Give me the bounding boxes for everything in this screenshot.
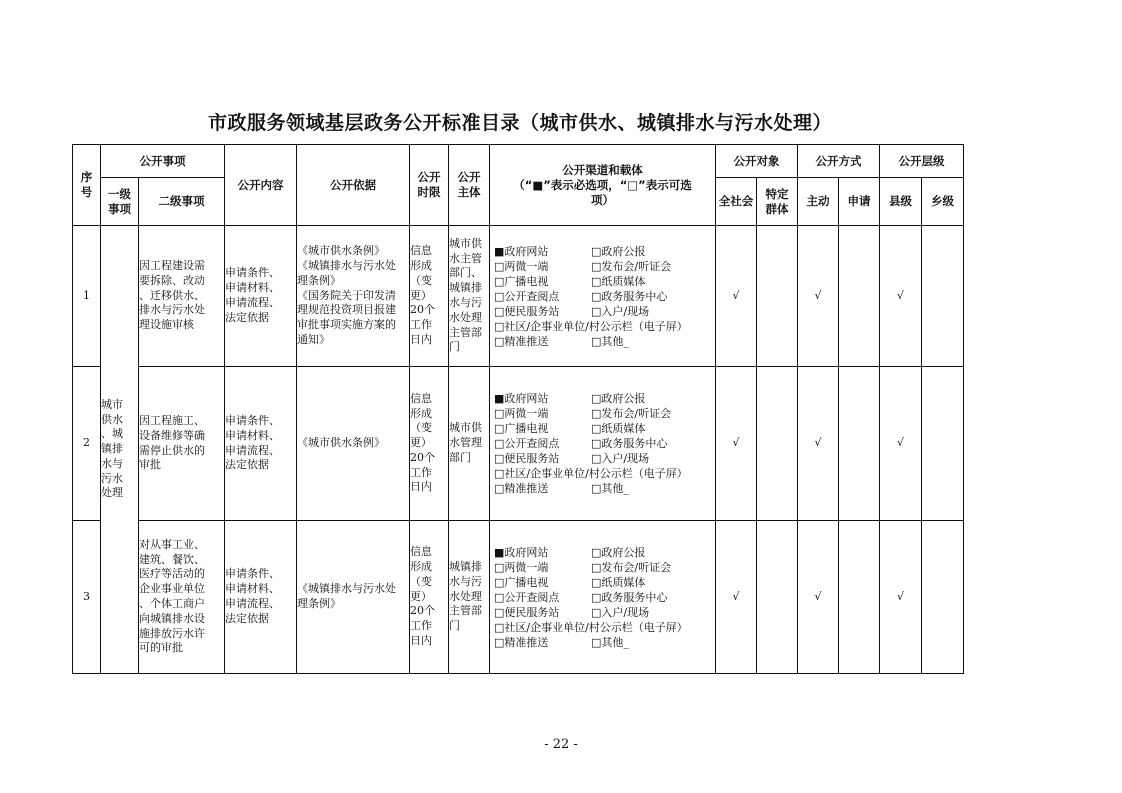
check-county: √ xyxy=(880,226,922,367)
check-apply xyxy=(839,367,880,521)
header-level-county: 县级 xyxy=(880,178,922,226)
check-township xyxy=(922,367,964,521)
channel-option: □社区/企事业单位/村公示栏（电子屏） xyxy=(494,319,688,333)
channel-option: □便民服务站 xyxy=(494,452,560,465)
channel-option: □其他_ xyxy=(591,482,629,495)
check-all-society: √ xyxy=(716,367,757,521)
catalog-table xyxy=(72,144,964,674)
channel-option: □发布会/听证会 xyxy=(591,560,672,574)
channel-option: ■政府网站 xyxy=(494,244,549,258)
header-method-apply: 申请 xyxy=(839,178,880,226)
channel-option: □社区/企事业单位/村公示栏（电子屏） xyxy=(494,467,688,480)
row-channels xyxy=(490,367,716,521)
row-subject: 城镇排 水与污 水处理 主管部 门 xyxy=(449,521,490,674)
category-cell: 城市 供水 、城 镇排 水与 污水 处理 xyxy=(101,226,139,674)
channel-option: ■政府网站 xyxy=(494,392,549,405)
channel-option: □政务服务中心 xyxy=(591,590,668,604)
row-content: 申请条件、 申请材料、 申请流程、 法定依据 xyxy=(225,521,297,674)
header-method-active: 主动 xyxy=(798,178,839,226)
check-specific-group xyxy=(757,367,798,521)
channel-option: □政务服务中心 xyxy=(591,289,668,303)
channel-option: □两微一端 xyxy=(494,259,549,273)
check-specific-group xyxy=(757,226,798,367)
header-basis: 公开依据 xyxy=(297,145,410,226)
channel-option: □政府公报 xyxy=(591,244,646,258)
page-title: 市政服务领域基层政务公开标准目录（城市供水、城镇排水与污水处理） xyxy=(207,112,832,134)
channel-option: □纸质媒体 xyxy=(591,274,646,288)
page-number: - 22 - xyxy=(544,737,578,752)
channel-option: □纸质媒体 xyxy=(591,422,646,435)
channel-option: ■政府网站 xyxy=(494,545,549,559)
header-content: 公开内容 xyxy=(225,145,297,226)
check-active: √ xyxy=(798,521,839,674)
row-seq: 1 xyxy=(73,226,101,367)
row-content: 申请条件、 申请材料、 申请流程、 法定依据 xyxy=(225,226,297,367)
channel-option: □发布会/听证会 xyxy=(591,407,672,420)
channel-option: □两微一端 xyxy=(494,560,549,574)
row-seq: 3 xyxy=(73,521,101,674)
channel-option: □精准推送 xyxy=(494,334,549,348)
check-township xyxy=(922,226,964,367)
row-item: 因工程建设需 要拆除、改动 、迁移供水、 排水与污水处 理设施审核 xyxy=(139,226,225,367)
header-level: 公开层级 xyxy=(880,145,964,178)
check-county: √ xyxy=(880,367,922,521)
header-seq: 序 号 xyxy=(73,145,101,226)
channel-option: □广播电视 xyxy=(494,422,549,435)
header-target-specific: 特定 群体 xyxy=(757,178,798,226)
row-item: 对从事工业、 建筑、餐饮、 医疗等活动的 企业事业单位 、个体工商户 向城镇排水设 施排放污水许 可的审批 xyxy=(139,521,225,674)
header-target: 公开对象 xyxy=(716,145,798,178)
row-seq: 2 xyxy=(73,367,101,521)
check-township xyxy=(922,521,964,674)
check-all-society: √ xyxy=(716,521,757,674)
header-items: 公开事项 xyxy=(101,145,225,178)
check-all-society: √ xyxy=(716,226,757,367)
row-subject: 城市供 水主管 部门、 城镇排 水与污 水处理 主管部 门 xyxy=(449,226,490,367)
header-level1: 一级 事项 xyxy=(101,178,139,226)
channel-option: □广播电视 xyxy=(494,575,549,589)
table-row xyxy=(73,367,964,521)
row-basis: 《城镇排水与污水处 理条例》 xyxy=(297,521,410,674)
check-apply xyxy=(839,521,880,674)
channel-option: □便民服务站 xyxy=(494,304,560,318)
channel-option: □纸质媒体 xyxy=(591,575,646,589)
header-time-limit: 公开 时限 xyxy=(410,145,449,226)
channel-option: □其他_ xyxy=(591,334,629,348)
check-specific-group xyxy=(757,521,798,674)
channel-option: □便民服务站 xyxy=(494,605,560,619)
header-level-township: 乡级 xyxy=(922,178,964,226)
channel-option: □其他_ xyxy=(591,635,629,649)
row-basis: 《城市供水条例》 《城镇排水与污水处 理条例》 《国务院关于印发清 理规范投资项目报建 审批事项实施方案的 通知》 xyxy=(297,226,410,367)
channel-option: □公开查阅点 xyxy=(494,437,560,450)
channel-option: □精准推送 xyxy=(494,482,549,495)
channel-option: □发布会/听证会 xyxy=(591,259,672,273)
row-time-limit: 信息 形成 （变 更） 20个 工作 日内 xyxy=(410,367,449,521)
check-active: √ xyxy=(798,226,839,367)
channel-option: □两微一端 xyxy=(494,407,549,420)
check-active: √ xyxy=(798,367,839,521)
channel-option: □政府公报 xyxy=(591,392,646,405)
row-time-limit: 信息 形成 （变 更） 20个 工作 日内 xyxy=(410,226,449,367)
row-content: 申请条件、 申请材料、 申请流程、 法定依据 xyxy=(225,367,297,521)
channel-option: □政务服务中心 xyxy=(591,437,668,450)
header-method: 公开方式 xyxy=(798,145,880,178)
header-target-all: 全社会 xyxy=(716,178,757,226)
channel-option: □广播电视 xyxy=(494,274,549,288)
check-apply xyxy=(839,226,880,367)
channel-option: □政府公报 xyxy=(591,545,646,559)
row-time-limit: 信息 形成 （变 更） 20个 工作 日内 xyxy=(410,521,449,674)
table-row xyxy=(73,226,964,367)
channel-option: □入户/现场 xyxy=(591,452,650,465)
channel-option: □精准推送 xyxy=(494,635,549,649)
row-subject: 城市供 水管理 部门 xyxy=(449,367,490,521)
channel-option: □入户/现场 xyxy=(591,605,650,619)
row-channels xyxy=(490,226,716,367)
check-county: √ xyxy=(880,521,922,674)
header-channels: 公开渠道和载体 （“■”表示必选项，“□”表示可选 项） xyxy=(490,145,716,226)
channel-option: □入户/现场 xyxy=(591,304,650,318)
row-item: 因工程施工、 设备维修等确 需停止供水的 审批 xyxy=(139,367,225,521)
channel-option: □公开查阅点 xyxy=(494,590,560,604)
channel-option: □社区/企事业单位/村公示栏（电子屏） xyxy=(494,620,688,634)
channel-option: □公开查阅点 xyxy=(494,289,560,303)
table-row xyxy=(73,521,964,674)
row-channels xyxy=(490,521,716,674)
header-subject: 公开 主体 xyxy=(449,145,490,226)
header-level2: 二级事项 xyxy=(139,178,225,226)
row-basis: 《城市供水条例》 xyxy=(297,367,410,521)
